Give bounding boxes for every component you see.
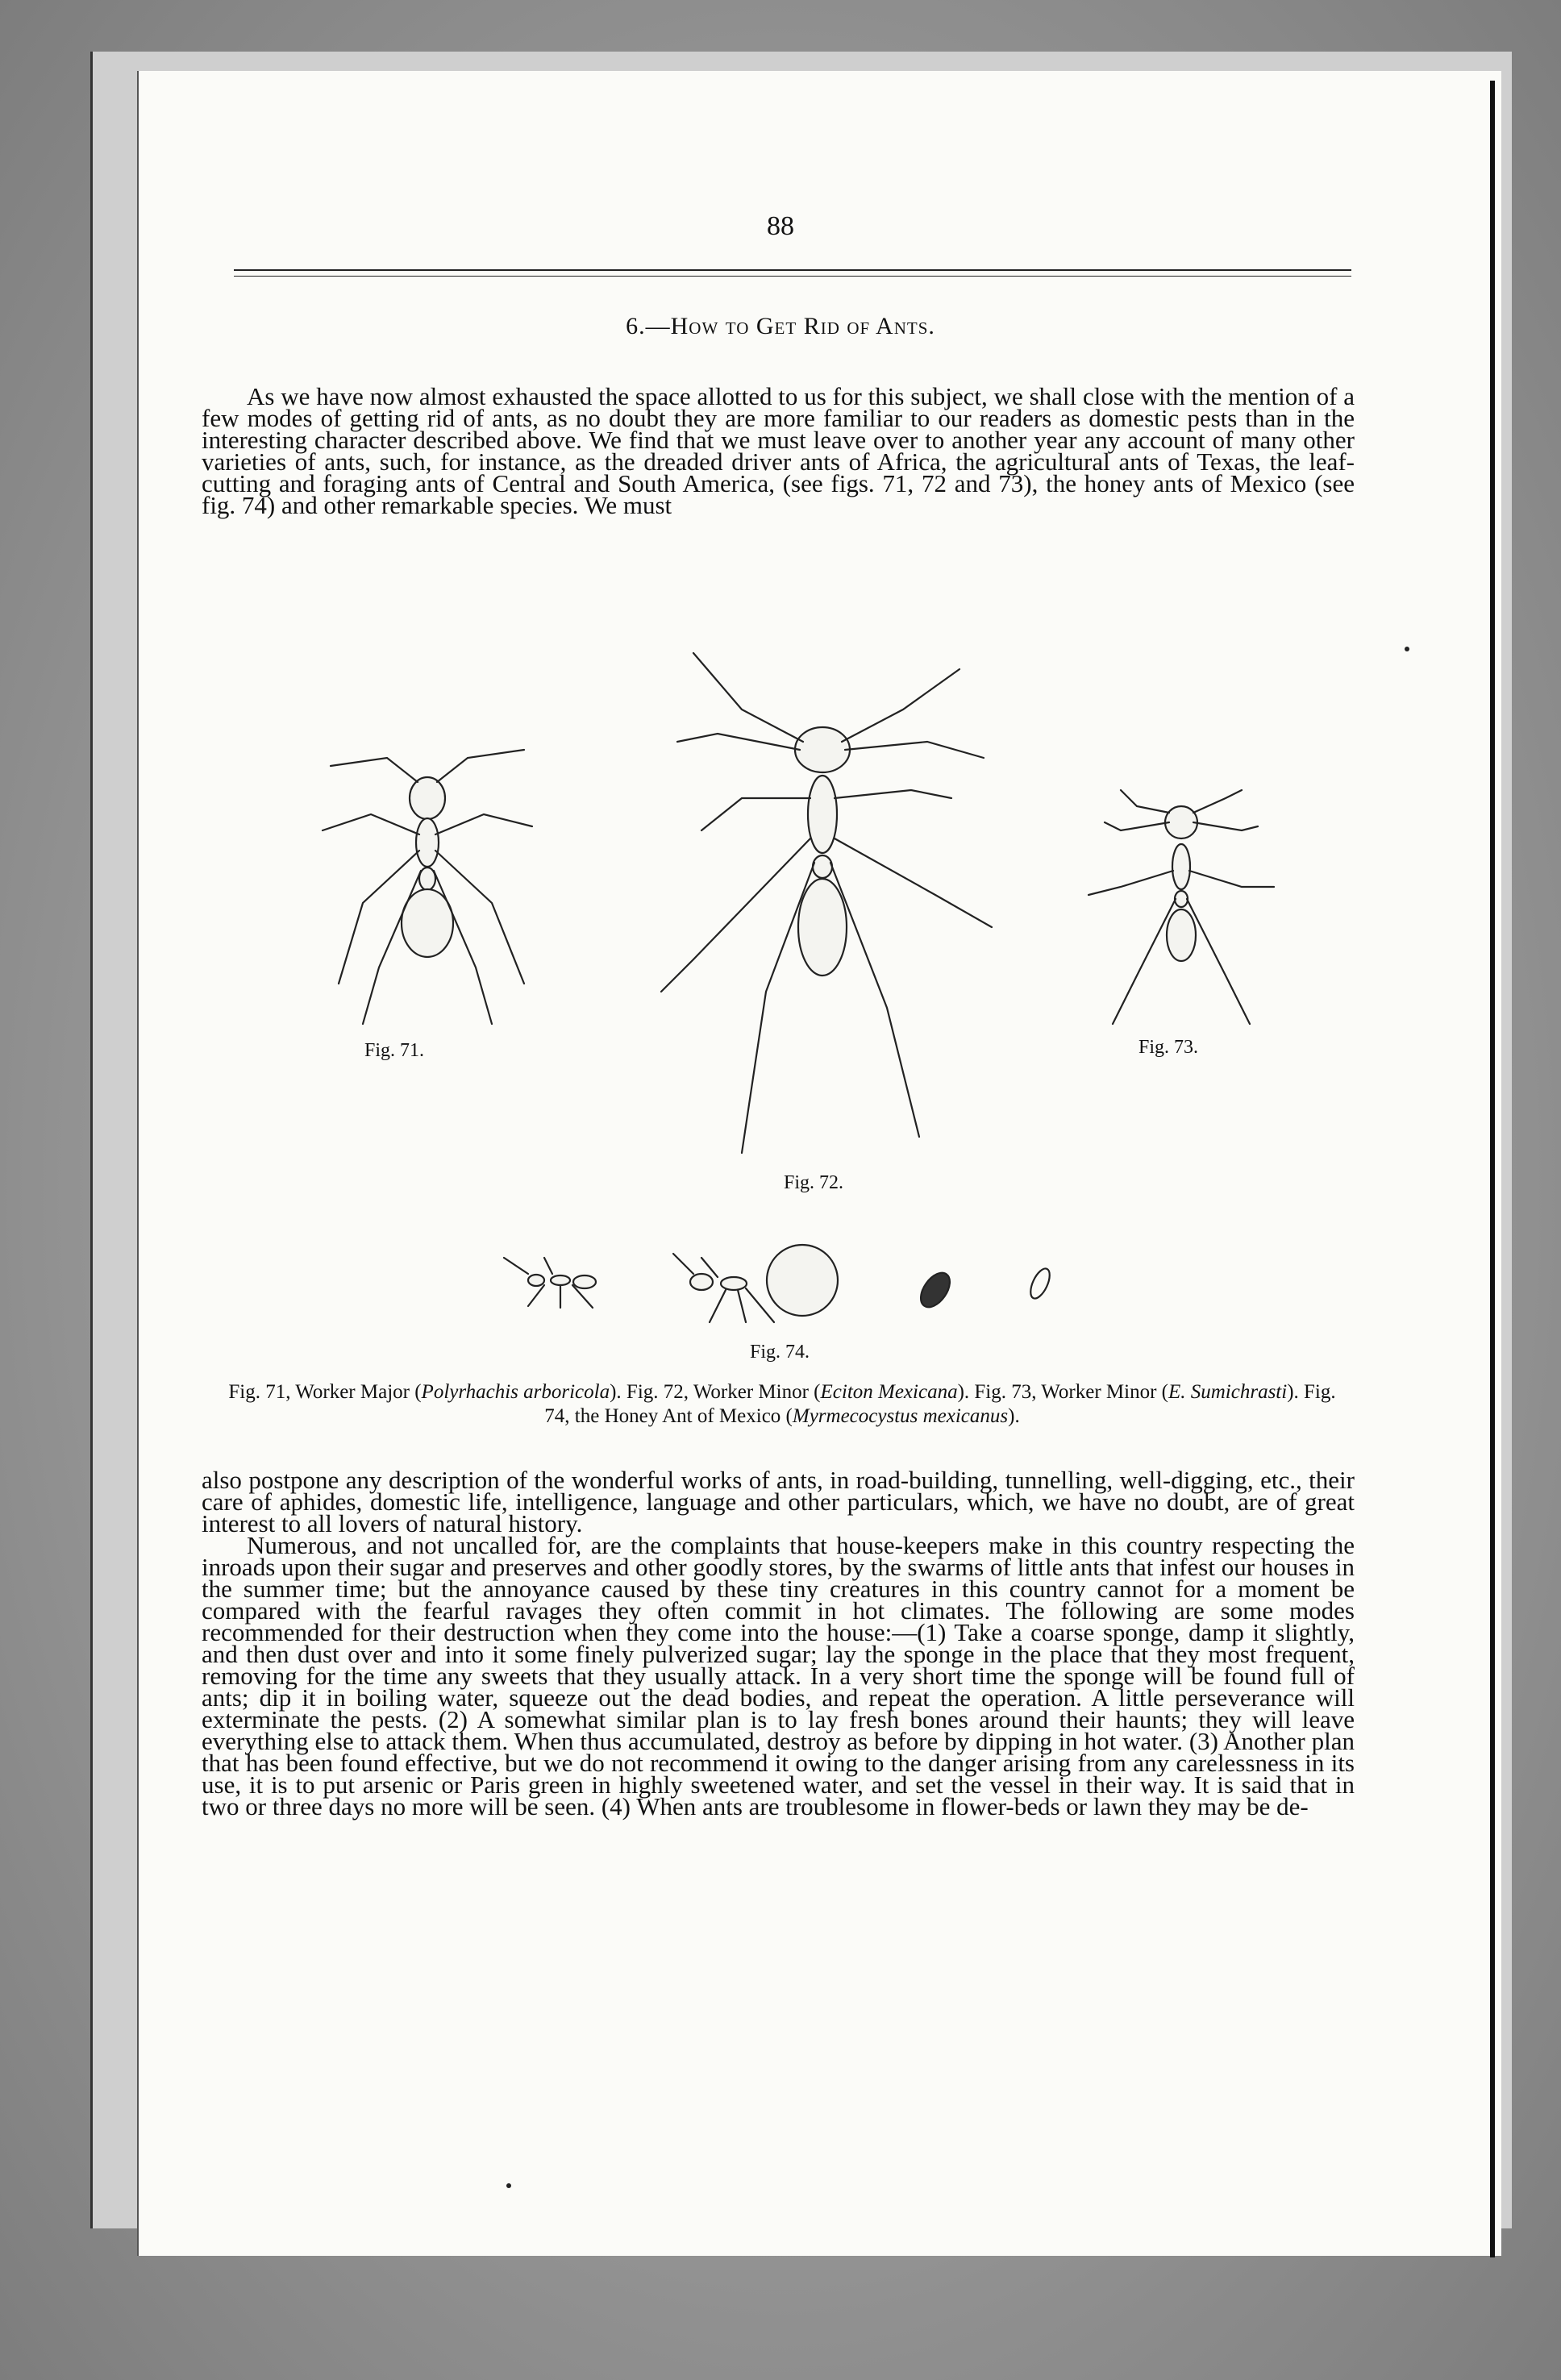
header-rule — [234, 269, 1351, 271]
header-rule-thin — [234, 276, 1351, 277]
fig-74-egg-dark-illustration — [911, 1266, 959, 1314]
figure-caption — [218, 1380, 1347, 1429]
paragraph-continuation — [202, 1466, 1355, 1820]
paragraph-intro — [202, 382, 1355, 519]
fig-71-ant-illustration — [306, 742, 548, 1032]
fig-73-label: Fig. 73. — [1138, 1037, 1199, 1058]
fig-71-label: Fig. 71. — [364, 1040, 425, 1061]
fig-74-egg-light-illustration — [1024, 1262, 1056, 1306]
scan-speck — [506, 2183, 511, 2188]
caption-species-3: E. Sumichrasti — [1168, 1381, 1288, 1403]
section-title: 6.—How to Get Rid of Ants. — [626, 313, 935, 339]
scan-speck — [1405, 647, 1409, 651]
caption-part-3: ). Fig. 73, Worker Minor ( — [957, 1381, 1168, 1403]
fig-74-honey-ant-illustration — [669, 1242, 855, 1330]
fig-74-label: Fig. 74. — [750, 1342, 810, 1363]
caption-species-1: Polyrhachis arboricola — [421, 1381, 610, 1403]
caption-part-4: ). Fig. 74, the Honey Ant of Mexico ( — [544, 1381, 1336, 1427]
fig-73-ant-illustration — [1089, 790, 1274, 1032]
caption-species-4: Myrmecocystus mexicanus — [792, 1405, 1009, 1427]
facing-page-edge — [1490, 81, 1495, 2257]
paragraph-continuation-text: also postpone any description of the wonderful works of ants, in road-building, tunnelling, well-digging, etc., their care of aphides, domestic life, intelligence, language and other particulars, which, we have no doubt, are of great interest to all lovers of natural history. — [202, 1466, 1355, 1537]
paragraph-intro-text: As we have now almost exhausted the space allotted to us for this subject, we shall close with the mention of a few modes of getting rid of ants, as no doubt they are more familiar to our readers as domestic pests than in the interesting character described above. We find that we must leave over to another year any account of many other varieties of ants, such, for instance, as the dreaded driver ants of Africa, the agricultural ants of Texas, the leaf-cutting and foraging ants of Central and South America, (see figs. 71, 72 and 73), the honey ants of Mexico (see fig. 74) and other remarkable species. We must — [202, 382, 1355, 519]
caption-part-2: ). Fig. 72, Worker Minor ( — [610, 1381, 821, 1403]
paragraph-remedies-text: Numerous, and not uncalled for, are the complaints that house-keepers make in this country respecting the inroads upon their sugar and preserves and other goodly stores, by the swarms of little ants that infest our houses in the summer time; but the annoyance caused by these tiny creatures in this country cannot for a moment be compared with the fearful ravages they often commit in hot climates. The following are some modes recommended for their destruction when they come into the house:—(1) Take a coarse sponge, damp it slightly, and then dust over and into it some finely pulverized sugar; lay the sponge in the place that they most frequent, removing for the time any sweets that they usually attack. In a very short time the sponge will be found full of ants; dip it in boiling water, squeeze out the dead bodies, and repeat the operation. A little perseverance will exterminate the pests. (2) A somewhat similar plan is to lay fresh bones around their haunts; they will leave everything else to attack them. When thus accumulated, destroy as before by dipping in hot water. (3) Another plan that has been found effective, but we do not recommend it owing to the danger arising from any carelessness in its use, it is to put arsenic or Paris green in highly sweetened water, and set the vessel in their way. It is said that in two or three days no more will be seen. (4) When ants are troublesome in flower-beds or lawn they may be de- — [202, 1531, 1355, 1820]
caption-part-5: ). — [1008, 1405, 1020, 1427]
fig-72-label: Fig. 72. — [784, 1172, 844, 1193]
caption-part-1: Fig. 71, Worker Major ( — [228, 1381, 422, 1403]
fig-72-ant-illustration — [645, 653, 1000, 1169]
fig-74-small-ant-illustration — [496, 1250, 617, 1314]
caption-species-2: Eciton Mexicana — [820, 1381, 958, 1403]
page-number: 88 — [767, 211, 794, 241]
